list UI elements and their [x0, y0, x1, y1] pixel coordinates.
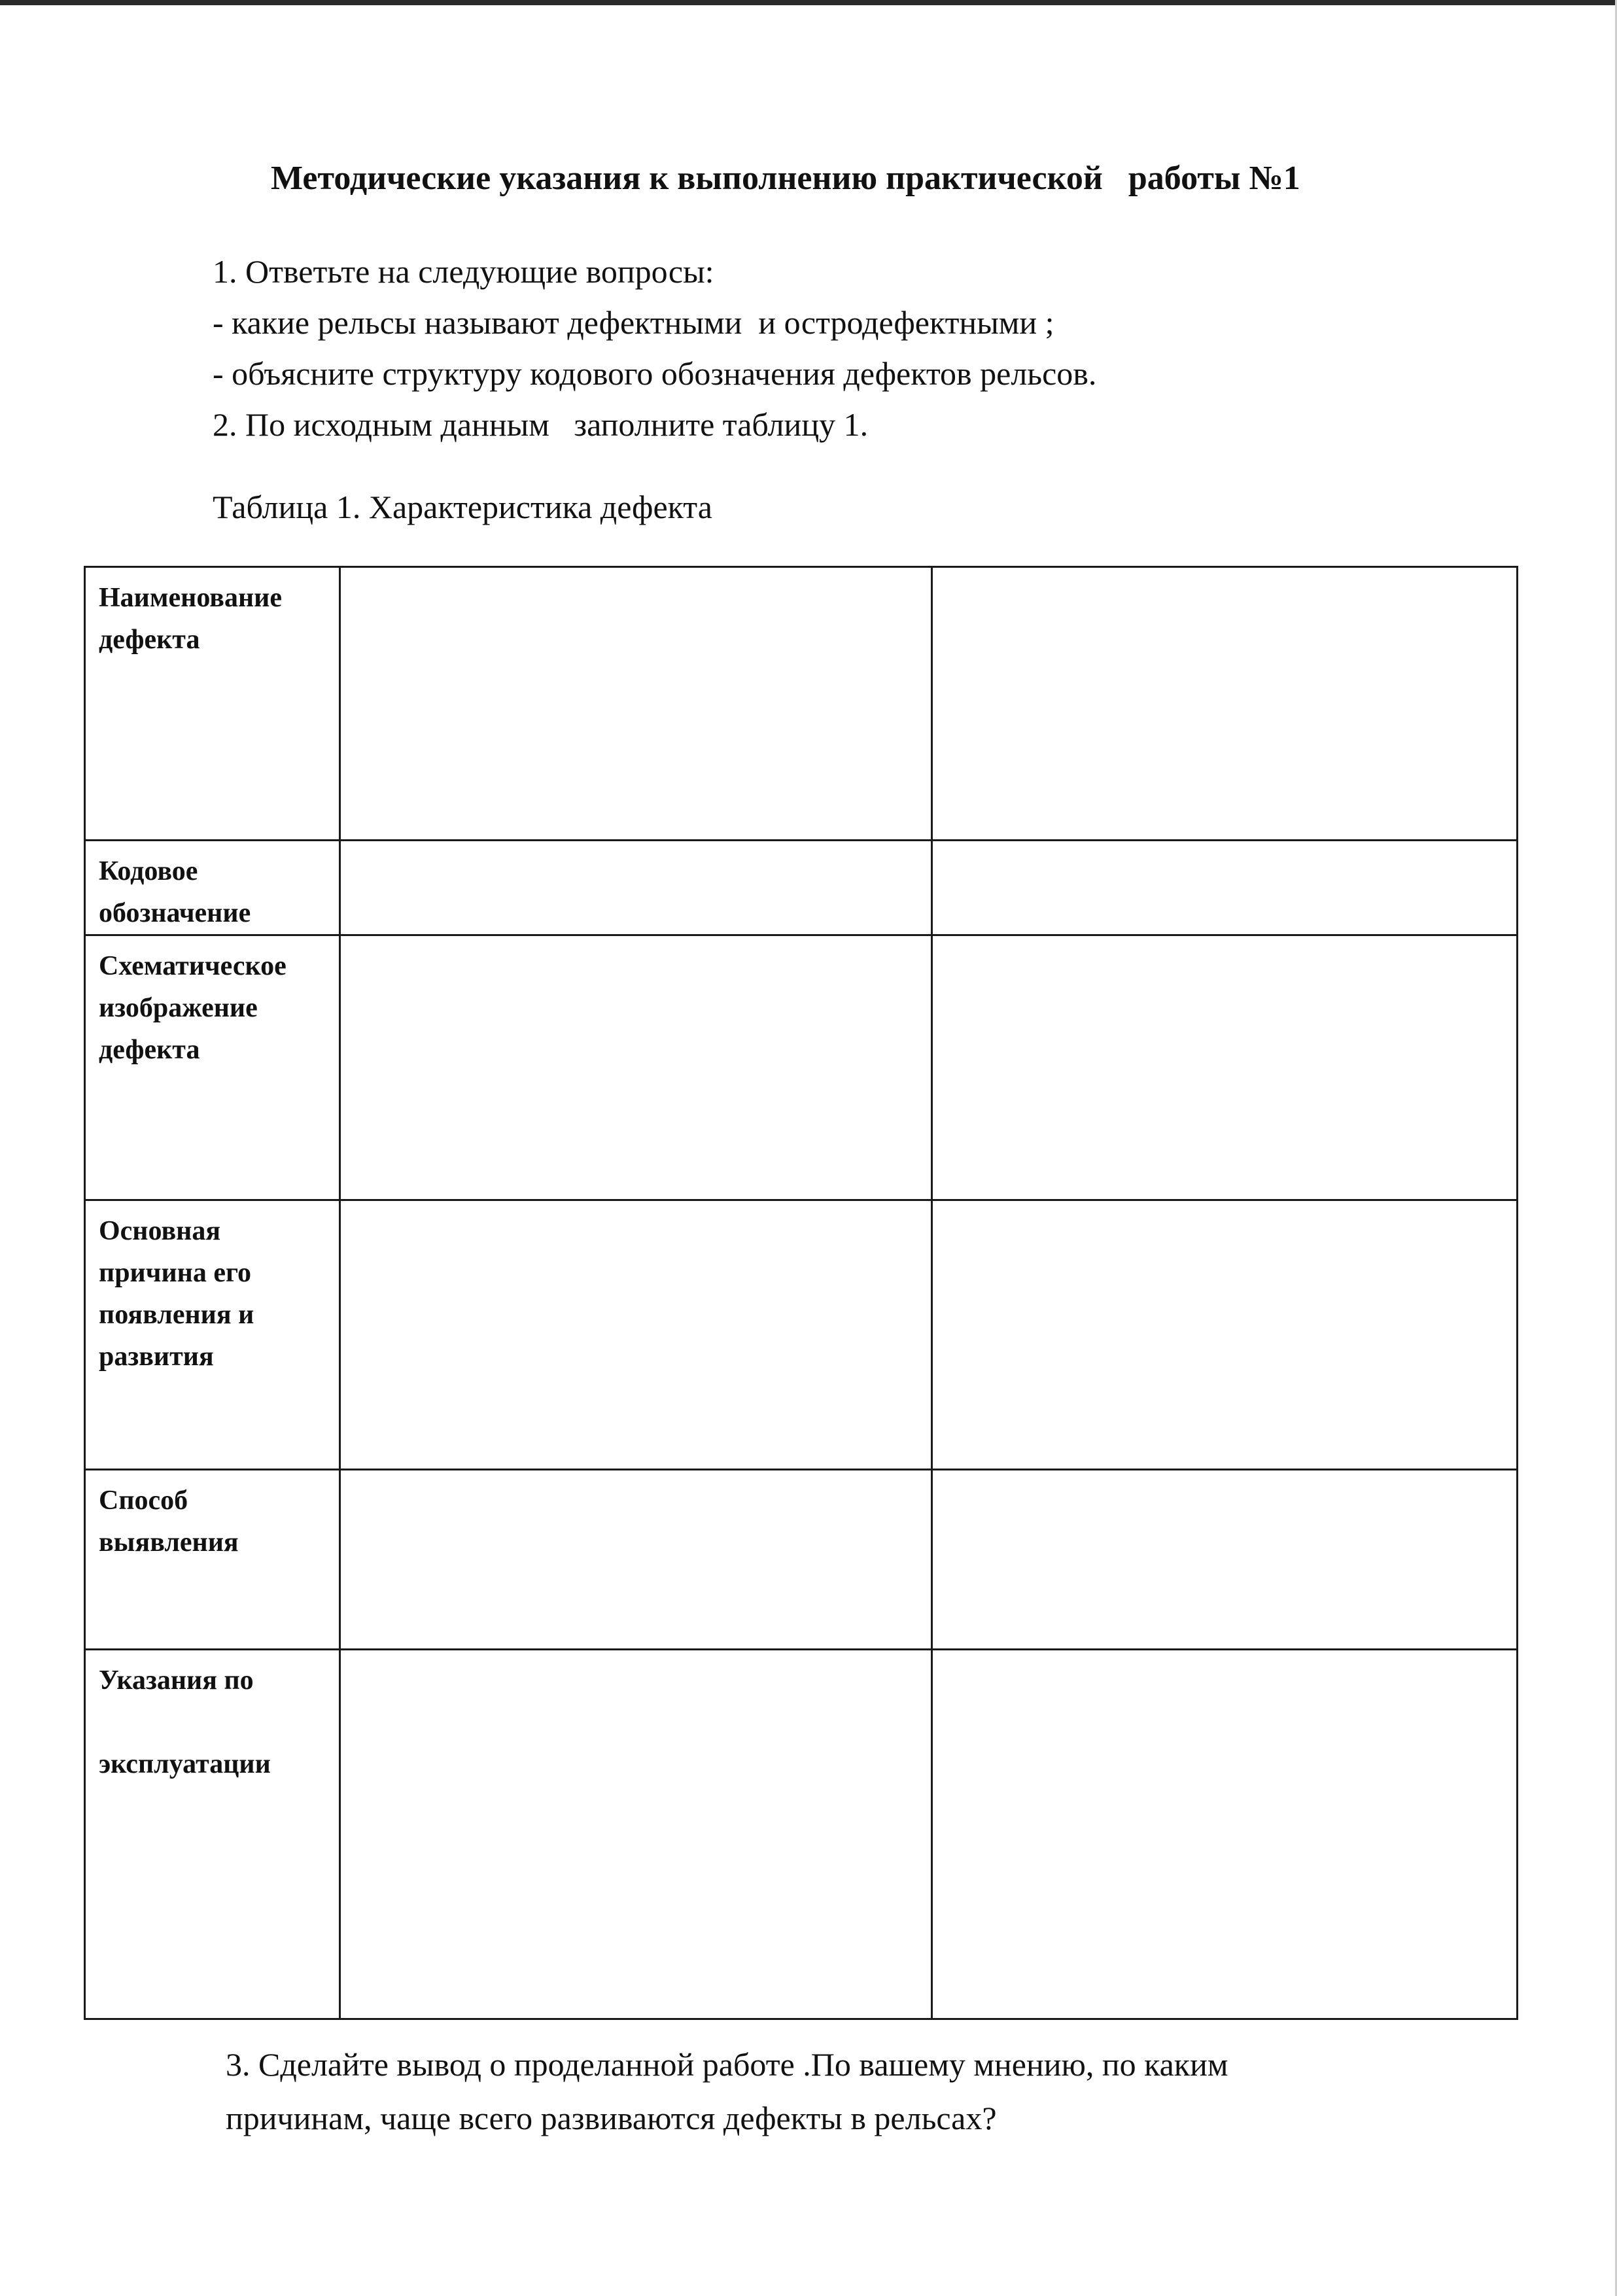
- conclusion-task: [226, 2038, 1469, 2145]
- instruction-line: 1. Ответьте на следующие вопросы:: [213, 253, 714, 290]
- answer-cell[interactable]: [340, 567, 932, 841]
- answer-cell[interactable]: [340, 841, 932, 935]
- page-title: Методические указания к выполнению практической работы №1: [271, 160, 1300, 197]
- defect-characteristics-table: [84, 566, 1518, 2020]
- table-row: [85, 1200, 1518, 1470]
- row-label-cell: [85, 935, 340, 1200]
- table-row: [85, 935, 1518, 1200]
- answer-cell[interactable]: [340, 1200, 932, 1470]
- row-label-cell: [85, 567, 340, 841]
- table-row: [85, 841, 1518, 935]
- instruction-line: 2. По исходным данным заполните таблицу 1.: [213, 406, 869, 443]
- row-label: Способ выявления: [99, 1486, 239, 1557]
- answer-cell[interactable]: [340, 935, 932, 1200]
- instructions: [213, 246, 1455, 450]
- answer-cell[interactable]: [932, 567, 1518, 841]
- row-label-cell: [85, 1200, 340, 1470]
- row-label: Наименование дефекта: [99, 583, 282, 655]
- row-label-cell: [85, 1470, 340, 1650]
- table-row: [85, 1650, 1518, 2019]
- conclusion-line: 3. Сделайте вывод о проделанной работе .По вашему мнению, по каким: [226, 2046, 1228, 2083]
- answer-cell[interactable]: [932, 935, 1518, 1200]
- answer-cell[interactable]: [340, 1470, 932, 1650]
- table-caption: Таблица 1. Характеристика дефекта: [213, 489, 712, 525]
- instruction-line: - какие рельсы называют дефектными и остродефектными ;: [213, 304, 1054, 341]
- row-label: Указания по эксплуатации: [99, 1665, 271, 1779]
- table-row: [85, 1470, 1518, 1650]
- row-label: Кодовое обозначение: [99, 856, 251, 928]
- instruction-line: - объясните структуру кодового обозначения дефектов рельсов.: [213, 355, 1097, 392]
- row-label: Схематическое изображение дефекта: [99, 951, 287, 1065]
- answer-cell[interactable]: [932, 1200, 1518, 1470]
- answer-cell[interactable]: [340, 1650, 932, 2019]
- row-label: Основная причина его появления и развития: [99, 1216, 254, 1372]
- conclusion-line: причинам, чаще всего развиваются дефекты в рельсах?: [226, 2100, 997, 2136]
- table-row: [85, 567, 1518, 841]
- answer-cell[interactable]: [932, 1650, 1518, 2019]
- row-label-cell: [85, 1650, 340, 2019]
- answer-cell[interactable]: [932, 1470, 1518, 1650]
- scan-top-edge: [0, 0, 1617, 5]
- row-label-cell: [85, 841, 340, 935]
- answer-cell[interactable]: [932, 841, 1518, 935]
